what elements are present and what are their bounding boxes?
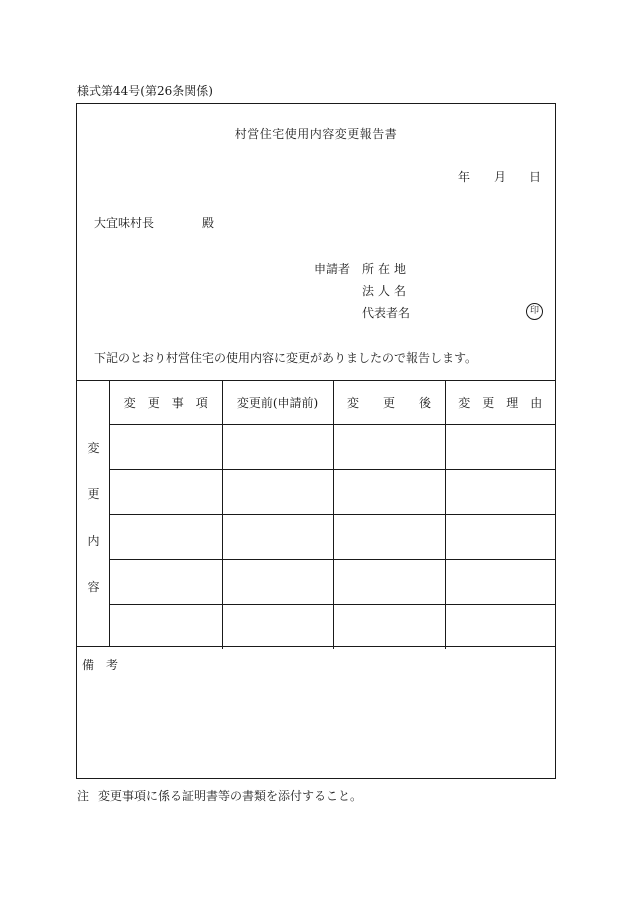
after-change-cell[interactable] [333,515,445,560]
header-before-change [222,381,333,425]
changes-section [77,380,555,647]
recipient-name: 大宜味村長 [94,216,155,230]
changes-table [110,381,555,649]
change-item-cell[interactable] [110,470,222,515]
before-change-cell[interactable] [222,515,333,560]
date-day-label: 日 [529,170,542,184]
recipient-honorific: 殿 [202,216,215,230]
change-reason-cell[interactable] [445,605,555,650]
header-after-change-label: 変 更 後 [346,396,431,410]
corporation-name-label: 法人名 [362,284,411,298]
form-number-label: 様式第44号(第26条関係) [77,84,213,98]
seal-mark: 印 [526,303,543,320]
recipient-block [94,214,215,231]
header-change-item-label: 変 更 事 項 [123,396,208,410]
after-change-cell[interactable] [333,605,445,650]
table-row [110,515,555,560]
header-change-reason-label: 変 更 理 由 [458,396,543,410]
report-form-frame [76,103,556,779]
change-item-cell[interactable] [110,605,222,650]
change-details-side-label [77,381,110,646]
header-change-item [110,381,222,425]
form-header-section [77,104,555,380]
document-title: 村営住宅使用内容変更報告書 [234,127,398,141]
date-month-label: 月 [494,170,507,184]
remarks-label: 備考 [82,658,131,672]
side-label-char: 内 [87,534,100,548]
applicant-label: 申請者 [314,262,351,276]
change-item-cell[interactable] [110,425,222,470]
header-before-change-label: 変更前(申請前) [236,396,319,410]
table-row [110,605,555,650]
side-label-char: 更 [87,487,100,501]
after-change-cell[interactable] [333,560,445,605]
representative-name-label: 代表者名 [362,306,411,320]
header-after-change [333,381,445,425]
after-change-cell[interactable] [333,425,445,470]
side-label-char: 変 [87,441,100,455]
change-item-cell[interactable] [110,560,222,605]
footnote-mark: 注 [77,789,90,803]
after-change-cell[interactable] [333,470,445,515]
before-change-cell[interactable] [222,470,333,515]
changes-table-header-row [110,381,555,425]
before-change-cell[interactable] [222,605,333,650]
footnote-text: 変更事項に係る証明書等の書類を添付すること。 [98,789,363,803]
change-reason-cell[interactable] [445,515,555,560]
date-year-label: 年 [458,170,471,184]
footnote [77,787,362,804]
change-reason-cell[interactable] [445,425,555,470]
change-reason-cell[interactable] [445,470,555,515]
report-statement: 下記のとおり村営住宅の使用内容に変更がありましたので報告します。 [94,351,478,365]
table-row [110,560,555,605]
side-label-char: 容 [87,580,100,594]
header-change-reason [445,381,555,425]
change-item-cell[interactable] [110,515,222,560]
change-reason-cell[interactable] [445,560,555,605]
table-row [110,425,555,470]
before-change-cell[interactable] [222,560,333,605]
remarks-section[interactable] [77,647,555,778]
before-change-cell[interactable] [222,425,333,470]
table-row [110,470,555,515]
address-label: 所在地 [362,262,411,276]
